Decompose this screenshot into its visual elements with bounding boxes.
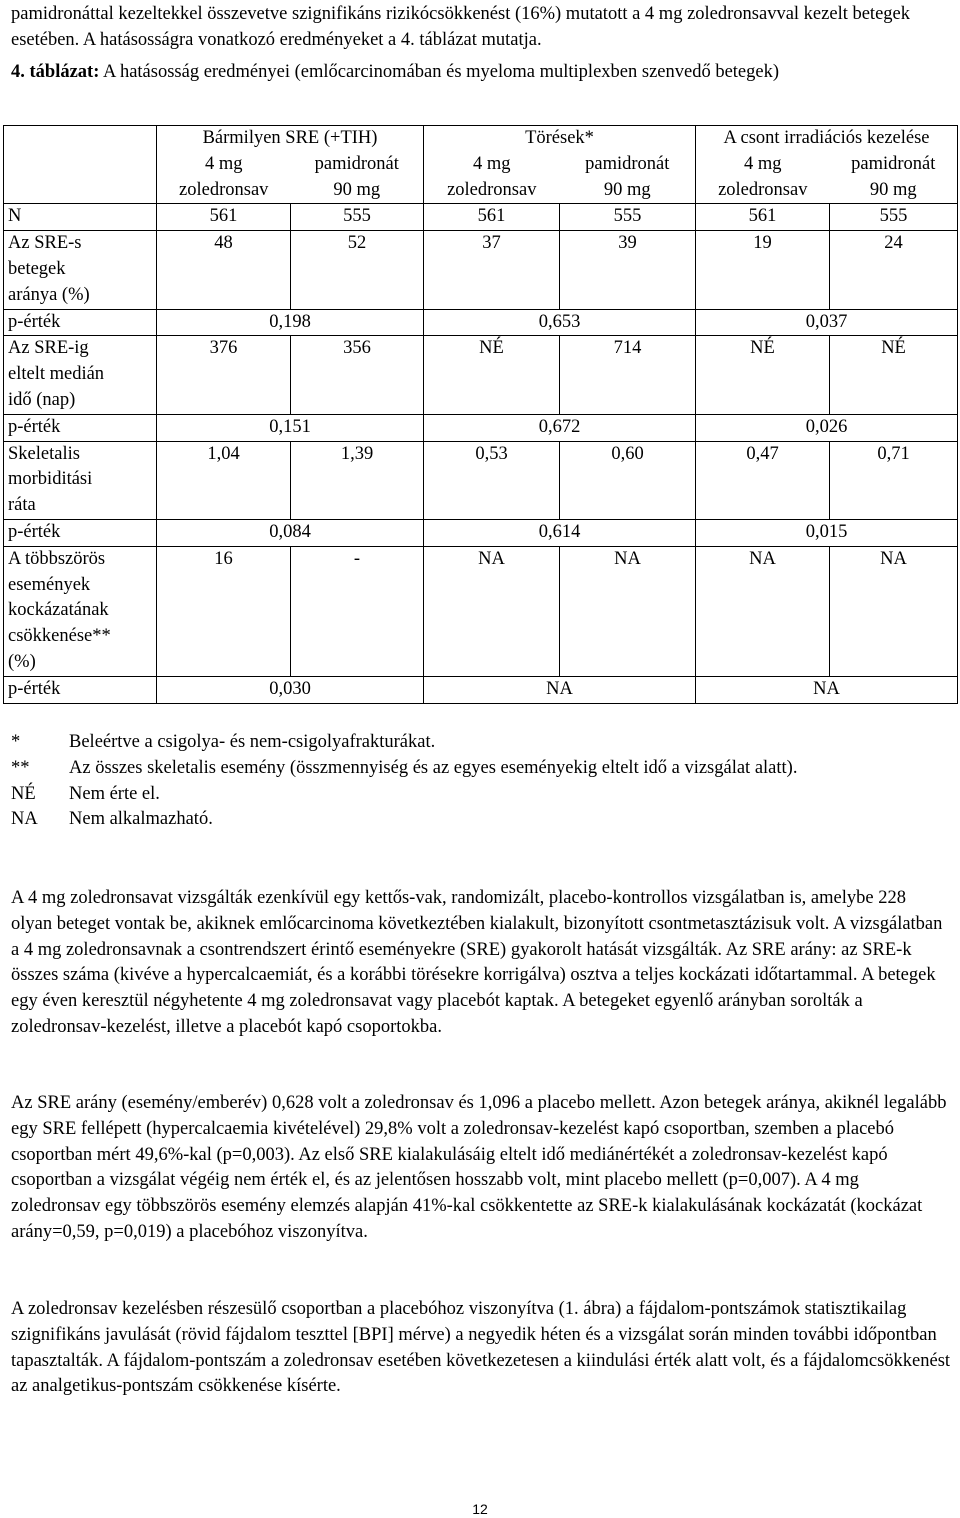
table-cell: 555 — [830, 204, 958, 231]
table-caption-label: 4. táblázat: — [11, 61, 100, 82]
page-number: 12 — [472, 1501, 488, 1517]
table-cell: 1,04 — [157, 441, 291, 519]
table-cell: 561 — [424, 204, 560, 231]
table-cell: 24 — [830, 231, 958, 309]
table-cell: 52 — [291, 231, 424, 309]
table-group-header-row — [4, 126, 958, 152]
table-row-p-value — [4, 309, 958, 336]
table-cell: NA — [830, 546, 958, 676]
table-cell: 714 — [560, 336, 696, 414]
table-cell: 0,71 — [830, 441, 958, 519]
footnote — [11, 730, 951, 756]
table-cell: 48 — [157, 231, 291, 309]
subheader-cell: 4 mg zoledronsav — [424, 152, 560, 204]
footnote — [11, 782, 951, 808]
p-value-cell: NA — [696, 676, 958, 703]
row-label: Az SRE-s betegek aránya (%) — [4, 231, 157, 309]
table-row-p-value — [4, 519, 958, 546]
p-value-cell: 0,151 — [157, 414, 424, 441]
p-value-cell: 0,614 — [424, 519, 696, 546]
p-value-cell: 0,026 — [696, 414, 958, 441]
footnote — [11, 756, 951, 782]
row-label: p-érték — [4, 414, 157, 441]
table-cell: 356 — [291, 336, 424, 414]
p-value-cell: 0,653 — [424, 309, 696, 336]
table-row-p-value — [4, 676, 958, 703]
p-value-cell: 0,030 — [157, 676, 424, 703]
table-row-p-value — [4, 414, 958, 441]
table-cell: 0,47 — [696, 441, 830, 519]
row-label: N — [4, 204, 157, 231]
footnote-text: Nem érte el. — [69, 783, 160, 804]
row-label: Az SRE-ig eltelt medián idő (nap) — [4, 336, 157, 414]
subheader-cell: pamidronát 90 mg — [560, 152, 696, 204]
intro-text: pamidronáttal kezeltekkel összevetve szignifikáns rizikócsökkenést (16%) mutatott a 4 mg zoledronsavval kezelt betegek esetében. A hatásosságra vonatkozó eredményeket a 4. táblázat mutatja. — [11, 4, 910, 50]
table-footnotes — [11, 730, 951, 833]
row-label: Skeletalis morbiditási ráta — [4, 441, 157, 519]
row-label: p-érték — [4, 676, 157, 703]
footnote-symbol: NA — [11, 809, 38, 830]
table-cell: - — [291, 546, 424, 676]
footnote-symbol: * — [11, 732, 21, 752]
group-header-fractures: Törések* — [424, 126, 696, 152]
table-cell: 0,60 — [560, 441, 696, 519]
table-corner-cell — [4, 126, 157, 204]
table-cell: 555 — [291, 204, 424, 231]
p-value-cell: 0,198 — [157, 309, 424, 336]
footnote-text: Az összes skeletalis esemény (összmennyiség és az egyes eseményekig eltelt idő a vizsgálat alatt). — [69, 757, 798, 778]
footnote-symbol: NÉ — [11, 783, 36, 804]
subheader-cell: 4 mg zoledronsav — [157, 152, 291, 204]
table-cell: 555 — [560, 204, 696, 231]
row-label: p-érték — [4, 309, 157, 336]
table-row-multiple-events — [4, 546, 958, 676]
table-cell: 39 — [560, 231, 696, 309]
table-cell: NÉ — [830, 336, 958, 414]
footnote — [11, 807, 951, 833]
p-value-cell: 0,015 — [696, 519, 958, 546]
table-cell: 376 — [157, 336, 291, 414]
p-value-cell: 0,084 — [157, 519, 424, 546]
group-header-radiation: A csont irradiációs kezelése — [696, 126, 958, 152]
table-cell: 1,39 — [291, 441, 424, 519]
group-header-any-sre: Bármilyen SRE (+TIH) — [157, 126, 424, 152]
table-cell: 16 — [157, 546, 291, 676]
row-label: p-érték — [4, 519, 157, 546]
subheader-cell: pamidronát 90 mg — [291, 152, 424, 204]
table-row-sre-proportion — [4, 231, 958, 309]
p-value-cell: 0,672 — [424, 414, 696, 441]
table-cell: 0,53 — [424, 441, 560, 519]
table-cell: 561 — [696, 204, 830, 231]
footnote-text: Nem alkalmazható. — [69, 809, 213, 830]
subheader-cell: pamidronát 90 mg — [830, 152, 958, 204]
footnote-text: Beleértve a csigolya- és nem-csigolyafrakturákat. — [69, 732, 436, 752]
subheader-cell: 4 mg zoledronsav — [696, 152, 830, 204]
table-cell: NÉ — [424, 336, 560, 414]
table-cell: NA — [696, 546, 830, 676]
table-row-median-time — [4, 336, 958, 414]
p-value-cell: NA — [424, 676, 696, 703]
body-paragraph: Az SRE arány (esemény/emberév) 0,628 volt a zoledronsav és 1,096 a placebo mellett. Azon betegek aránya, akiknél legalább egy SRE fellépett (hypercalcaemia kivételével) 29,8% volt a zoledronsav-kezelést kapó csoportban, szemben a placebó csoportban mért 49,6%-kal (p=0,003). Az első SRE kialakulásáig eltelt idő mediánértékét a zoledronsav-kezelést kapó csoportban a vizsgálat végéig nem érték el, és az jelentősen hosszabb volt, mint placebo mellett (p=0,007). A 4 mg zoledronsav egy többszörös esemény elemzés alapján 41%-kal csökkentette az SRE-k kialakulásának kockázatát (kockázat arány=0,59, p=0,019) a placebóhoz viszonyítva. — [11, 1093, 947, 1242]
p-value-cell: 0,037 — [696, 309, 958, 336]
table-cell: 561 — [157, 204, 291, 231]
table-row-morbidity-rate — [4, 441, 958, 519]
table-cell: NA — [560, 546, 696, 676]
footnote-symbol: ** — [11, 757, 30, 778]
table-cell: NÉ — [696, 336, 830, 414]
table-cell: NA — [424, 546, 560, 676]
table-caption-text: A hatásosság eredményei (emlőcarcinomában és myeloma multiplexben szenvedő betegek) — [99, 61, 780, 82]
table-caption — [11, 60, 951, 86]
table-cell: 19 — [696, 231, 830, 309]
body-paragraph: A zoledronsav kezelésben részesülő csoportban a placebóhoz viszonyítva (1. ábra) a fájdalom-pontszámok statisztikailag szignifikáns javulását (rövid fájdalom teszttel [BPI] mérve) a negyedik héten és a vizsgálat során minden további időpontban tapasztalták. A fájdalom-pontszám a zoledronsav esetében következetesen a kiindulási érték alatt volt, és a fájdalomcsökkenést az analgetikus-pontszám csökkenése kísérte. — [11, 1299, 951, 1397]
table-cell: 37 — [424, 231, 560, 309]
row-label: A többszörös események kockázatának csökkenése** (%) — [4, 546, 157, 676]
efficacy-table — [3, 125, 958, 704]
body-paragraph: A 4 mg zoledronsavat vizsgálták ezenkívül egy kettős-vak, randomizált, placebo-kontrollos vizsgálatban is, amelybe 228 olyan beteget vontak be, akiknek emlőcarcinoma következtében kialakult, bizonyított csontmetasztázisuk volt. A vizsgálatban a 4 mg zoledronsavnak a csontrendszert érintő eseményekre (SRE) gyakorolt hatását vizsgálták. Az SRE arány: az SRE-k összes száma (kivéve a hypercalcaemiát, és a korábbi törésekre korrigálva) osztva a teljes kockázati időtartammal. A betegek egy éven keresztül négyhetente 4 mg zoledronsavat vagy placebót kaptak. A betegeket egyenlő arányban sorolták a zoledronsav-kezelést, illetve a placebót kapó csoportokba. — [11, 888, 943, 1037]
table-row-n — [4, 204, 958, 231]
